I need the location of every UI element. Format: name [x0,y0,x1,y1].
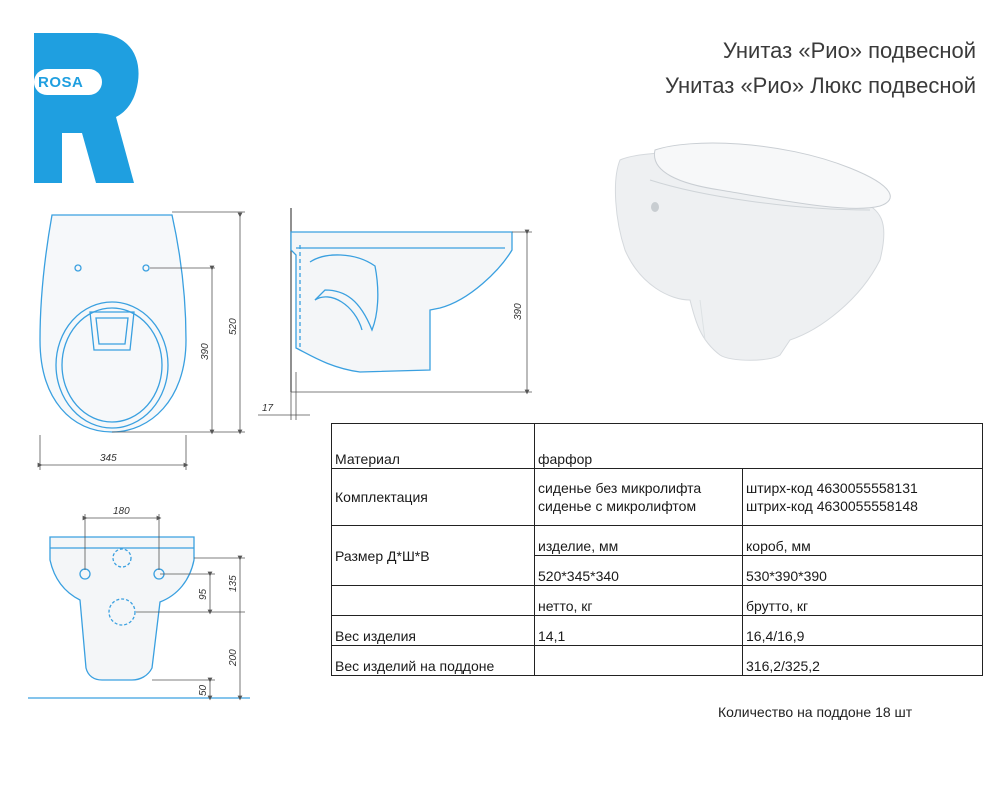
size-product-label: изделие, мм [535,526,743,556]
kit-code-2: штрих-код 4630055558148 [746,498,918,514]
pallet-quantity-note: Количество на поддоне 18 шт [718,704,913,720]
gross-label: брутто, кг [743,586,983,616]
dim-17: 17 [262,403,274,414]
pallet-value: 316,2/325,2 [743,646,983,676]
empty-cell [535,646,743,676]
size-box-label: короб, мм [743,526,983,556]
table-row-material [332,424,983,469]
table-row-pallet [332,646,983,676]
kit-seats [535,469,743,526]
empty-cell [332,586,535,616]
table-row-size-labels [332,526,983,556]
material-label: Материал [332,424,535,469]
table-row-weight [332,616,983,646]
table-row-kit [332,469,983,526]
dim-390-top: 390 [200,343,211,360]
product-title-1: Унитаз «Рио» подвесной [722,38,976,63]
kit-label: Комплектация [332,469,535,526]
size-box-value: 530*390*390 [743,556,983,586]
dim-50: 50 [198,684,209,696]
dim-95: 95 [198,588,209,600]
dim-200: 200 [228,649,239,666]
kit-code-1: штирх-код 4630055558131 [746,480,918,496]
specs-table [331,423,983,676]
material-value: фарфор [535,424,983,469]
top-view [40,215,186,432]
front-view [28,537,250,698]
dim-520: 520 [228,318,239,335]
toilet-illustration [615,143,890,360]
size-label: Размер Д*Ш*В [332,526,535,586]
dim-345: 345 [100,453,117,464]
net-label: нетто, кг [535,586,743,616]
kit-seat-2: сиденье с микролифтом [538,498,697,514]
weight-net: 14,1 [535,616,743,646]
logo-text: ROSA [38,74,84,91]
pallet-label: Вес изделий на поддоне [332,646,535,676]
weight-label: Вес изделия [332,616,535,646]
size-product-value: 520*345*340 [535,556,743,586]
kit-seat-1: сиденье без микролифта [538,480,702,496]
dim-390-side: 390 [513,303,524,320]
dim-135: 135 [228,575,239,592]
side-view [291,208,512,392]
table-row-weight-labels [332,586,983,616]
kit-codes [743,469,983,526]
product-title-2: Унитаз «Рио» Люкс подвесной [665,73,976,98]
dim-180: 180 [113,506,130,517]
weight-gross: 16,4/16,9 [743,616,983,646]
